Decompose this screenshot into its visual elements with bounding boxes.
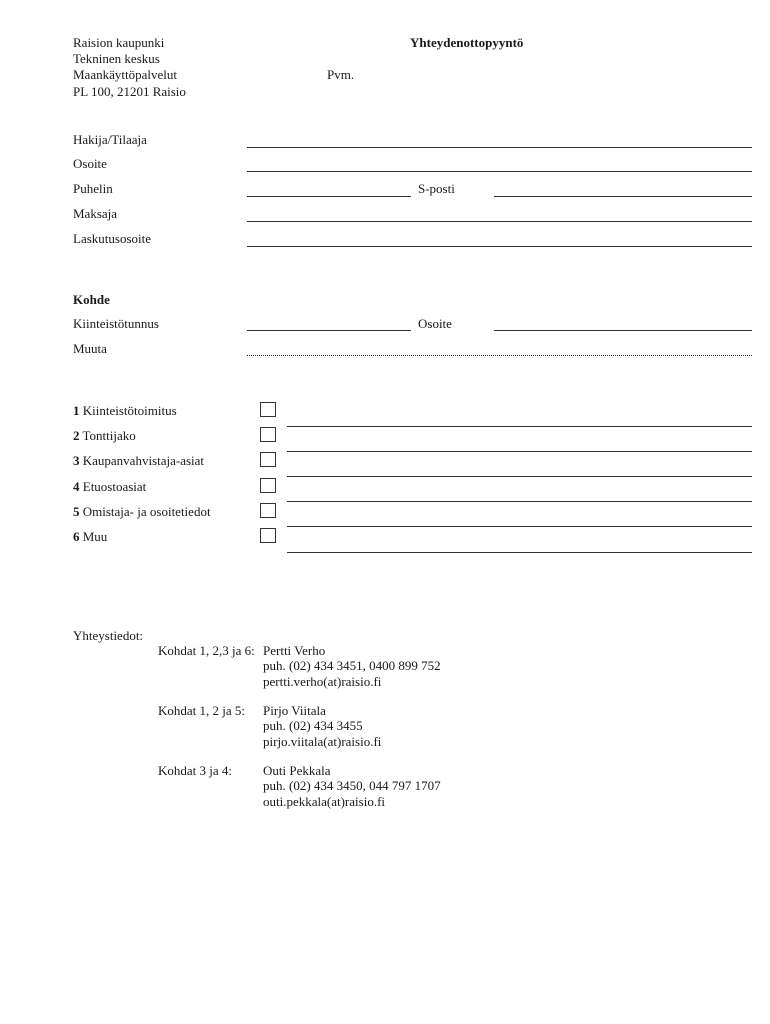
address-field-line[interactable] [247,171,752,172]
contact-email[interactable]: pirjo.viitala(at)raisio.fi [263,734,382,749]
option-label: Muu [82,529,108,544]
option-number: 1 [73,403,80,418]
option-item-4 [73,479,146,495]
option-label: Omistaja- ja osoitetiedot [82,504,211,519]
option-item-3 [73,453,204,469]
contact-topics: Kohdat 1, 2 ja 5: [158,703,246,718]
contact-name: Pirjo Viitala [263,703,326,718]
option-field-line-3[interactable] [287,451,752,452]
contact-email[interactable]: pertti.verho(at)raisio.fi [263,674,382,689]
billing-address-label: Laskutusosoite [73,231,151,246]
contacts-heading: Yhteystiedot: [73,628,144,643]
option-item-1 [73,403,177,419]
org-name: Raision kaupunki [73,35,165,50]
other-field-line[interactable] [247,355,752,356]
option-label: Tonttijako [82,428,136,443]
phone-field-line[interactable] [247,196,411,197]
contact-email[interactable]: outi.pekkala(at)raisio.fi [263,794,386,809]
option-label: Kaupanvahvistaja-asiat [82,453,205,468]
option-field-line-6b[interactable] [287,552,752,553]
contact-phone: puh. (02) 434 3450, 044 797 1707 [263,778,441,793]
target-address-label: Osoite [418,316,452,331]
option-item-2 [73,428,136,444]
option-number: 6 [73,529,80,544]
property-id-field-line[interactable] [247,330,411,331]
form-title: Yhteydenottopyyntö [410,35,524,50]
contact-phone: puh. (02) 434 3451, 0400 899 752 [263,658,441,673]
option-field-line-2[interactable] [287,426,752,427]
option-item-6 [73,529,107,545]
org-postal-address: PL 100, 21201 Raisio [73,84,186,99]
option-checkbox-1[interactable] [260,402,276,417]
org-department: Tekninen keskus [73,51,160,66]
target-heading: Kohde [73,292,110,307]
payer-field-line[interactable] [247,221,752,222]
option-number: 2 [73,428,80,443]
option-checkbox-6[interactable] [260,528,276,543]
option-number: 4 [73,479,80,494]
applicant-field-line[interactable] [247,147,752,148]
contact-name: Pertti Verho [263,643,326,658]
phone-label: Puhelin [73,181,113,196]
billing-address-field-line[interactable] [247,246,752,247]
email-field-line[interactable] [494,196,752,197]
option-checkbox-5[interactable] [260,503,276,518]
org-unit: Maankäyttöpalvelut [73,67,177,82]
target-address-field-line[interactable] [494,330,752,331]
applicant-label: Hakija/Tilaaja [73,132,147,147]
date-label: Pvm. [327,67,355,82]
option-field-line-4[interactable] [287,476,752,477]
contact-topics: Kohdat 3 ja 4: [158,763,233,778]
property-id-label: Kiinteistötunnus [73,316,159,331]
option-field-line-5[interactable] [287,501,752,502]
email-label: S-posti [418,181,455,196]
option-checkbox-3[interactable] [260,452,276,467]
payer-label: Maksaja [73,206,118,221]
address-label: Osoite [73,156,107,171]
option-label: Etuostoasiat [82,479,147,494]
option-item-5 [73,504,211,520]
option-number: 5 [73,504,80,519]
option-checkbox-2[interactable] [260,427,276,442]
contact-name: Outi Pekkala [263,763,331,778]
contact-topics: Kohdat 1, 2,3 ja 6: [158,643,255,658]
contact-phone: puh. (02) 434 3455 [263,718,363,733]
option-label: Kiinteistötoimitus [82,403,177,418]
option-field-line-6a[interactable] [287,526,752,527]
option-number: 3 [73,453,80,468]
other-label: Muuta [73,341,107,356]
option-checkbox-4[interactable] [260,478,276,493]
